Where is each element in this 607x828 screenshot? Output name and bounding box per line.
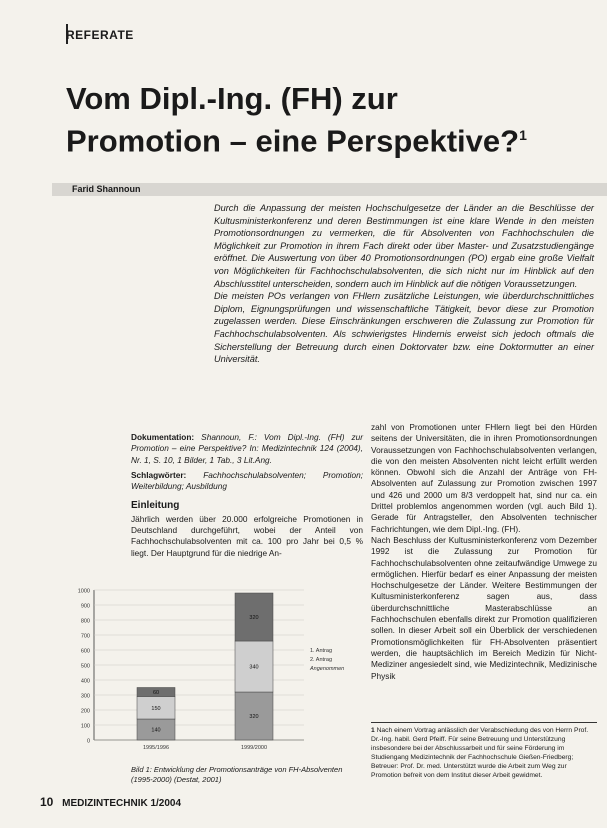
bar-segment-label: 140 bbox=[151, 727, 161, 734]
y-tick-label: 500 bbox=[80, 663, 90, 670]
legend-entry: 2. Antrag bbox=[310, 657, 333, 663]
page-footer bbox=[40, 795, 181, 809]
y-tick-label: 1000 bbox=[77, 588, 90, 595]
chart-legend bbox=[309, 648, 344, 672]
intro-heading: Einleitung bbox=[131, 500, 180, 512]
y-tick-label: 0 bbox=[86, 738, 90, 745]
bar-segment-label: 320 bbox=[249, 714, 259, 720]
right-text-2: Nach Beschluss der Kultusministerkonferenz vom Dezember 1992 ist die Zulassung zur Promotion für Fachhochschulabsolventen ohne zeitaufwändige Umwege zu ermöglichen. Hierfür bedarf es einer Anpassung der meisten Hochschulgesetze der Länder. Weitere Bestimmungen der Kultusministerkonferenz sagen aus, dass überdurchschnittliche Masterabschlüsse an Fachhochschulen ebenfalls direkt zur Promotion qualifizieren sollen. In dieser Arbeit soll ein Überblick der verschiedenen Promotionsmöglichkeiten für FH-Absolventen präsentiert werden, die hauptsächlich im Bereich Medizin für Nicht-Mediziner angesiedelt sind, wie Medizintechnik, Medizinische Physik bbox=[371, 534, 597, 681]
article-title bbox=[66, 80, 596, 159]
footnote bbox=[371, 722, 597, 780]
y-tick-label: 100 bbox=[80, 723, 90, 730]
footnote-text: Nach einem Vortrag anlässlich der Verabschiedung des von Herrn Prof. Dr.-Ing. habil. Gerd Pfeiff. Für seine Betreuung und Unterstützung insbesondere bei der Abschlussarbeit und für seine Förderung im Studiengang Medizintechnik der Fachhochschule Gießen-Friedberg; Betreuer: Prof. Dr. med. Unterstützt wurde die Arbeit zum Weg zur Promotion befreit von dem Institut dieser Arbeit gewidmet. bbox=[371, 727, 589, 779]
bar-chart bbox=[68, 584, 363, 764]
title-line-1: Vom Dipl.-Ing. (FH) zur bbox=[66, 81, 398, 116]
y-tick-label: 900 bbox=[80, 603, 90, 610]
title-footnote-ref: 1 bbox=[519, 127, 527, 143]
right-column bbox=[371, 422, 597, 682]
title-line-2: Promotion – eine Perspektive?$^1$ bbox=[66, 123, 527, 159]
figure-caption: Bild 1: Entwicklung der Promotionsanträge von FH-Absolventen (1995-2000) (Destat, 2001) bbox=[131, 765, 343, 784]
y-tick-label: 800 bbox=[80, 618, 90, 625]
bar-segment-label: 340 bbox=[249, 664, 259, 671]
chart-bars bbox=[137, 593, 273, 740]
y-tick-label: 300 bbox=[80, 693, 90, 700]
page-number: 10 bbox=[40, 795, 54, 809]
documentation: Dokumentation: Shannoun, F.: Vom Dipl.-Ing. (FH) zur Promotion – eine Perspektive? In: Medizintechnik 124 (2004), Nr. 1, S. 10, 1 Bilder, 1 Tab., 3 Lit.Ang. bbox=[131, 432, 363, 465]
y-tick-label: 700 bbox=[80, 633, 90, 640]
abstract-paragraph-1: Durch die Anpassung der meisten Hochschulgesetze der Länder an die Beschlüsse der Kultusministerkonferenz und deren Bestimmungen ist eine klare Wende in den meisten Promotionsordnungen zu vermerken, die für Absolventen von Fachhochschulen die Möglichkeit zur Promotion in ihrem Fach direkt oder über Master- und Zusatzstudiengänge eröffnet. Die Auswertung von über 40 Promotionsordnungen (PO) ergab eine große Vielfalt von Möglichkeiten für Fachhochschulabsolventen, die sich nicht nur im Hinblick auf den Abschlusstitel unterscheiden, sondern auch im Hinblick auf die nötigen Voraussetzungen. bbox=[214, 203, 594, 289]
x-tick-label: 1999/2000 bbox=[241, 745, 267, 751]
footnote-number: 1 bbox=[371, 727, 375, 734]
keywords: Schlagwörter: Fachhochschulabsolventen; Promotion; Weiterbildung; Ausbildung bbox=[131, 469, 364, 492]
legend-entry: Angenommen bbox=[310, 666, 345, 672]
journal-name: MEDIZINTECHNIK 1/2004 bbox=[62, 798, 182, 809]
abstract bbox=[214, 202, 594, 366]
intro-text: Jährlich werden über 20.000 erfolgreiche Promotionen in Deutschland durchgeführt, wobei der Anteil von Fachhochschulabsolventen mit ca. 100 pro Jahr bei 0,5 % liegt. Der Hauptgrund für die niedrige An- bbox=[131, 513, 363, 558]
x-tick-label: 1995/1996 bbox=[143, 745, 169, 751]
right-text-1: zahl von Promotionen unter FHlern liegt bei den Hürden seitens der Universitäten, die in ihren Promotionsordnungen Voraussetzungen von Fachhochschulabsolventen verlangen, die von den meisten Absolventen nicht leicht erfüllt werden können. Obwohl sich die Anzahl der Anträge von FH-Absolventen auf Zulassung zur Promotion zwischen 1997 und 426 und 2000 um 8/3 verdoppelt hat, sind nur ca. ein Drittel problemlos angenommen worden (vgl. auch Bild 1). Gerade für Antragsteller, den Absolventen technischer Fachrichtungen, wie dem Dipl.-Ing. (FH). bbox=[371, 422, 597, 534]
y-tick-label: 200 bbox=[80, 708, 90, 715]
bar-segment-label: 150 bbox=[151, 705, 161, 712]
bar-segment-label: 320 bbox=[249, 615, 259, 621]
y-tick-label: 400 bbox=[80, 678, 90, 685]
y-tick-label: 600 bbox=[80, 648, 90, 655]
abstract-paragraph-2: Die meisten POs verlangen von FHlern zusätzliche Leistungen, wie überdurchschnittliches Diplom, Eignungsprüfungen und wissenschaftliche Tätigkeit, bevor diese zur Promotion zugelassen werden. Diese Einschränkungen erschweren die Zulassung zur Promotion für Fachhochschulabsolventen. Als schwierigstes Hindernis erweist sich jedoch oftmals die Sicherstellung der Betreuung durch einen Doktorvater bzw. eine Doktormutter an einer Universität. bbox=[214, 291, 594, 365]
author-name: Farid Shannoun bbox=[72, 184, 141, 194]
left-column bbox=[131, 432, 363, 563]
section-label: REFERATE bbox=[66, 28, 134, 42]
bar-segment-label: 60 bbox=[152, 690, 160, 696]
legend-entry: 1. Antrag bbox=[310, 648, 333, 654]
